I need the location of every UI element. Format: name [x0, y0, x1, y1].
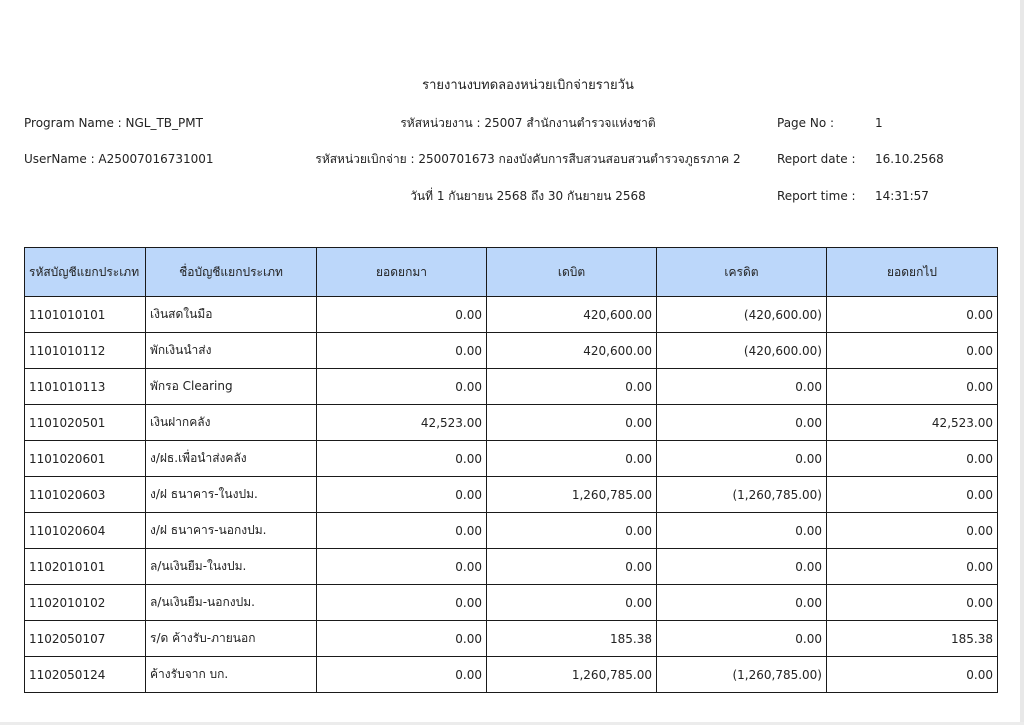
col-header-opening-balance: ยอดยกมา — [317, 248, 487, 297]
cell-debit: 0.00 — [487, 585, 657, 621]
table-row — [25, 333, 998, 369]
cell-account-code: 1102010102 — [25, 585, 146, 621]
cell-debit: 420,600.00 — [487, 297, 657, 333]
report-time-label: Report time : — [777, 189, 856, 203]
trial-balance-table — [24, 247, 998, 693]
table-row — [25, 585, 998, 621]
cell-account-code: 1102010101 — [25, 549, 146, 585]
cell-closing-balance: 185.38 — [827, 621, 998, 657]
table-row — [25, 441, 998, 477]
col-header-account-code: รหัสบัญชีแยกประเภท — [25, 248, 146, 297]
cell-account-name: ง/ฝ ธนาคาร-นอกงปม. — [146, 513, 317, 549]
cell-credit: (420,600.00) — [657, 333, 827, 369]
cell-account-name: พักรอ Clearing — [146, 369, 317, 405]
cell-closing-balance: 0.00 — [827, 513, 998, 549]
cell-credit: 0.00 — [657, 441, 827, 477]
program-name: Program Name : NGL_TB_PMT — [24, 116, 203, 130]
cell-closing-balance: 0.00 — [827, 549, 998, 585]
cell-account-name: เงินฝากคลัง — [146, 405, 317, 441]
table-row — [25, 477, 998, 513]
cell-debit: 0.00 — [487, 441, 657, 477]
cell-credit: 0.00 — [657, 405, 827, 441]
col-header-debit: เดบิต — [487, 248, 657, 297]
report-time-value: 14:31:57 — [875, 189, 929, 203]
report-date-label: Report date : — [777, 152, 856, 166]
cell-account-name: เงินสดในมือ — [146, 297, 317, 333]
cell-account-code: 1101020501 — [25, 405, 146, 441]
cell-account-name: ล/นเงินยืม-ในงปม. — [146, 549, 317, 585]
cell-account-code: 1102050107 — [25, 621, 146, 657]
cell-closing-balance: 0.00 — [827, 657, 998, 693]
cell-closing-balance: 42,523.00 — [827, 405, 998, 441]
cell-account-code: 1101010112 — [25, 333, 146, 369]
cell-account-code: 1101020601 — [25, 441, 146, 477]
cell-account-code: 1101010101 — [25, 297, 146, 333]
cell-account-code: 1101010113 — [25, 369, 146, 405]
cell-closing-balance: 0.00 — [827, 369, 998, 405]
disbursing-unit: รหัสหน่วยเบิกจ่าย : 2500701673 กองบังคับการสืบสวนสอบสวนตำรวจภูธรภาค 2 — [315, 152, 741, 166]
cell-opening-balance: 0.00 — [317, 441, 487, 477]
page-no-value: 1 — [875, 116, 883, 130]
cell-opening-balance: 0.00 — [317, 549, 487, 585]
report-date-value: 16.10.2568 — [875, 152, 944, 166]
cell-account-code: 1101020603 — [25, 477, 146, 513]
cell-credit: (1,260,785.00) — [657, 477, 827, 513]
cell-account-name: ร/ด ค้างรับ-ภายนอก — [146, 621, 317, 657]
cell-account-name: ง/ฝธ.เพื่อนำส่งคลัง — [146, 441, 317, 477]
cell-opening-balance: 0.00 — [317, 657, 487, 693]
cell-credit: 0.00 — [657, 585, 827, 621]
cell-debit: 0.00 — [487, 549, 657, 585]
cell-opening-balance: 0.00 — [317, 585, 487, 621]
agency-code: รหัสหน่วยงาน : 25007 สำนักงานตำรวจแห่งชาติ — [400, 116, 656, 130]
cell-debit: 0.00 — [487, 513, 657, 549]
table-row — [25, 549, 998, 585]
cell-account-name: ล/นเงินยืม-นอกงปม. — [146, 585, 317, 621]
table-row — [25, 369, 998, 405]
cell-account-name: ค้างรับจาก บก. — [146, 657, 317, 693]
page-edge-right — [1020, 0, 1024, 725]
cell-closing-balance: 0.00 — [827, 441, 998, 477]
cell-account-code: 1102050124 — [25, 657, 146, 693]
cell-opening-balance: 0.00 — [317, 513, 487, 549]
cell-credit: 0.00 — [657, 369, 827, 405]
table-row — [25, 513, 998, 549]
cell-debit: 1,260,785.00 — [487, 657, 657, 693]
cell-account-code: 1101020604 — [25, 513, 146, 549]
cell-opening-balance: 42,523.00 — [317, 405, 487, 441]
cell-closing-balance: 0.00 — [827, 585, 998, 621]
cell-closing-balance: 0.00 — [827, 333, 998, 369]
cell-opening-balance: 0.00 — [317, 477, 487, 513]
table-row — [25, 405, 998, 441]
cell-credit: (1,260,785.00) — [657, 657, 827, 693]
cell-account-name: พักเงินนำส่ง — [146, 333, 317, 369]
report-title: รายงานงบทดลองหน่วยเบิกจ่ายรายวัน — [422, 78, 634, 93]
cell-credit: 0.00 — [657, 513, 827, 549]
date-range: วันที่ 1 กันยายน 2568 ถึง 30 กันยายน 2568 — [410, 189, 646, 203]
cell-opening-balance: 0.00 — [317, 333, 487, 369]
cell-debit: 0.00 — [487, 369, 657, 405]
cell-credit: 0.00 — [657, 549, 827, 585]
cell-credit: (420,600.00) — [657, 297, 827, 333]
cell-debit: 1,260,785.00 — [487, 477, 657, 513]
cell-debit: 185.38 — [487, 621, 657, 657]
table-row — [25, 657, 998, 693]
col-header-credit: เครดิต — [657, 248, 827, 297]
user-name: UserName : A25007016731001 — [24, 152, 214, 166]
cell-account-name: ง/ฝ ธนาคาร-ในงปม. — [146, 477, 317, 513]
table-row — [25, 297, 998, 333]
page-no-label: Page No : — [777, 116, 835, 130]
cell-debit: 420,600.00 — [487, 333, 657, 369]
cell-closing-balance: 0.00 — [827, 477, 998, 513]
cell-debit: 0.00 — [487, 405, 657, 441]
table-row — [25, 621, 998, 657]
cell-opening-balance: 0.00 — [317, 297, 487, 333]
col-header-closing-balance: ยอดยกไป — [827, 248, 998, 297]
cell-opening-balance: 0.00 — [317, 621, 487, 657]
col-header-account-name: ชื่อบัญชีแยกประเภท — [146, 248, 317, 297]
cell-opening-balance: 0.00 — [317, 369, 487, 405]
cell-credit: 0.00 — [657, 621, 827, 657]
table-header-row — [25, 248, 998, 297]
cell-closing-balance: 0.00 — [827, 297, 998, 333]
